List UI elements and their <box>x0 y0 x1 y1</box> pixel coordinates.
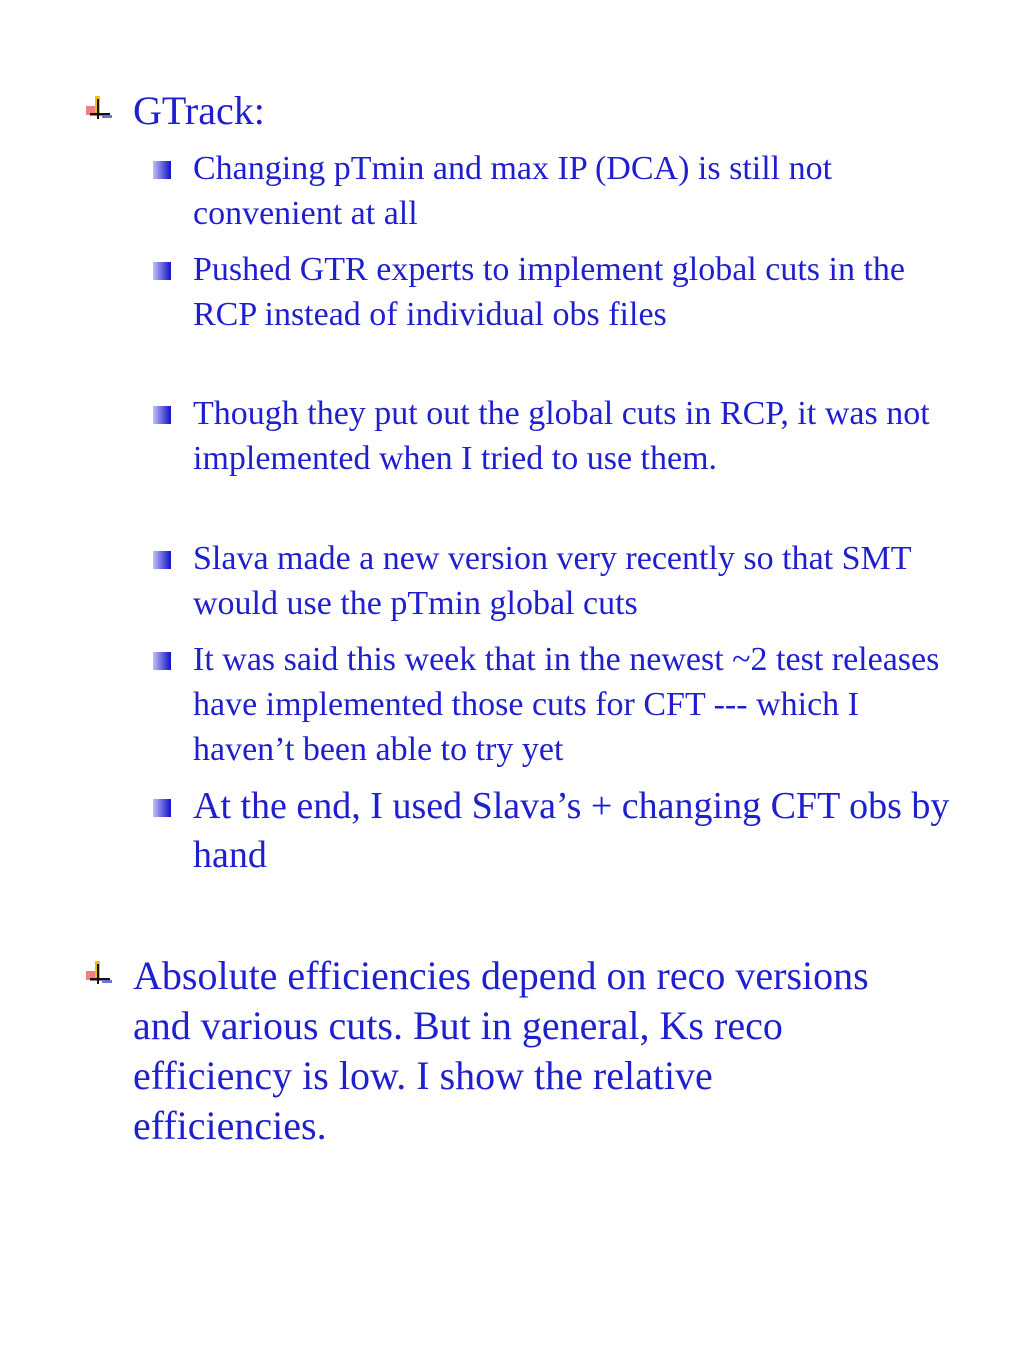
square-bullet-icon <box>152 798 172 818</box>
arrow-bullet-icon <box>84 94 114 124</box>
sub-bullet-text: Though they put out the global cuts in RCP, it was not implemented when I tried to use them. <box>193 395 930 477</box>
square-bullet-icon <box>152 550 172 570</box>
square-bullet-icon <box>152 405 172 425</box>
bullet-text: GTrack: <box>133 88 265 133</box>
sub-bullet-text: Slava made a new version very recently so that SMT would use the pTmin global cuts <box>193 540 911 622</box>
bullet-text: Absolute efficiencies depend on reco versions and various cuts. But in general, Ks reco efficiency is low. I show the relative efficiencies. <box>133 953 869 1148</box>
square-bullet-icon <box>152 651 172 671</box>
sub-bullet-text: Pushed GTR experts to implement global cuts in the RCP instead of individual obs files <box>193 251 906 333</box>
sub-bullet-text: At the end, I used Slava’s + changing CFT obs by hand <box>193 785 950 876</box>
sub-bullet-text: It was said this week that in the newest ~2 test releases have implemented those cuts for CFT --- which I haven’t been able to try yet <box>193 641 940 768</box>
sub-bullet-text: Changing pTmin and max IP (DCA) is still not convenient at all <box>193 150 833 232</box>
arrow-bullet-icon <box>84 959 114 989</box>
square-bullet-icon <box>152 160 172 180</box>
square-bullet-icon <box>152 261 172 281</box>
